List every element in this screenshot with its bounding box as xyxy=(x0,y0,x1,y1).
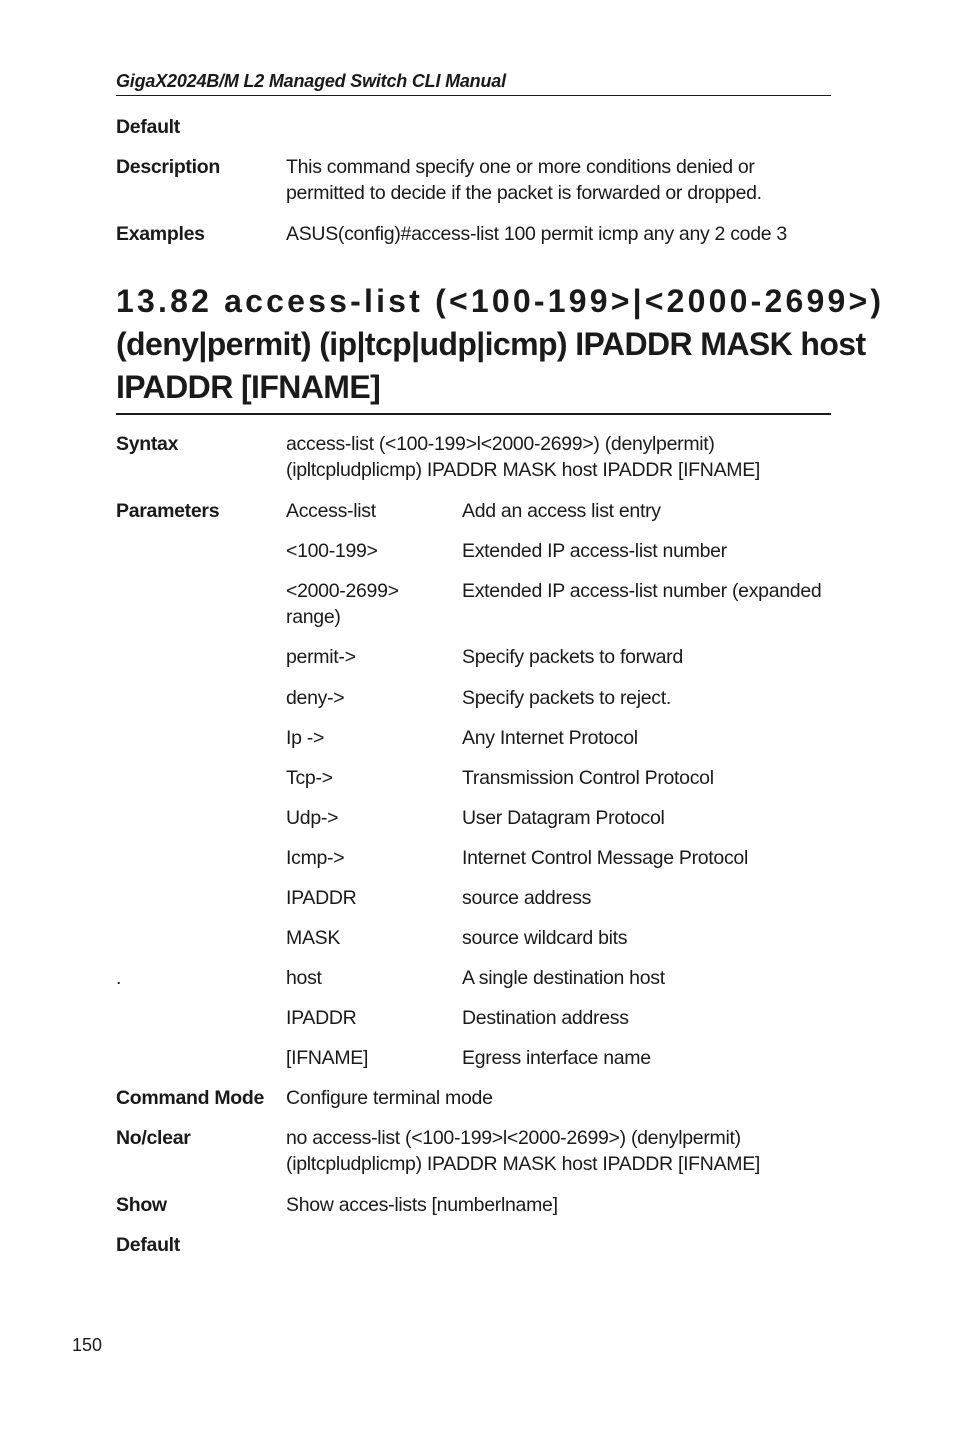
show-value xyxy=(286,1192,831,1218)
examples-value xyxy=(286,221,831,247)
heading-line: (deny|permit) (ip|tcp|udp|icmp) IPADDR MASK host xyxy=(116,326,866,362)
parameter-description: Transmission Control Protocol xyxy=(462,767,714,789)
parameter-name: host xyxy=(286,967,322,989)
parameter-name: Ip -> xyxy=(286,727,325,749)
command-mode-text: Configure terminal mode xyxy=(286,1087,493,1109)
parameter-name: Access-list xyxy=(286,500,376,522)
parameters-label: Parameters xyxy=(116,500,220,522)
stray-period-marker: . xyxy=(116,967,122,989)
heading-line: IPADDR [IFNAME] xyxy=(116,369,381,405)
syntax-line: (ipltcpludplicmp) IPADDR MASK host IPADDR [IFNAME] xyxy=(286,459,761,481)
command-mode-value xyxy=(286,1085,831,1111)
no-clear-line: no access-list (<100-199>l<2000-2699>) (denylpermit) xyxy=(286,1127,741,1149)
parameter-description: A single destination host xyxy=(462,967,665,989)
no-clear-value xyxy=(286,1125,831,1177)
parameter-description: User Datagram Protocol xyxy=(462,807,665,829)
parameter-name: IPADDR xyxy=(286,1007,357,1029)
syntax-line: access-list (<100-199>l<2000-2699>) (denylpermit) xyxy=(286,433,715,455)
parameter-name-continuation: range) xyxy=(286,606,341,628)
parameter-name: Udp-> xyxy=(286,807,339,829)
default-label: Default xyxy=(116,116,180,138)
parameter-description: Any Internet Protocol xyxy=(462,727,638,749)
parameter-description: Specify packets to forward xyxy=(462,646,683,668)
parameter-name: permit-> xyxy=(286,646,356,668)
heading-line: 13.82 access-list (<100-199>|<2000-2699>) xyxy=(116,283,885,319)
parameter-description: Destination address xyxy=(462,1007,629,1029)
parameter-description: Egress interface name xyxy=(462,1047,651,1069)
parameter-name: Tcp-> xyxy=(286,767,333,789)
parameter-name: MASK xyxy=(286,927,341,949)
parameter-description: Specify packets to reject. xyxy=(462,687,671,709)
default-label: Default xyxy=(116,1234,180,1256)
description-label: Description xyxy=(116,156,220,178)
example-command: ASUS(config)#access-list 100 permit icmp any any 2 code 3 xyxy=(286,223,787,245)
section-heading xyxy=(116,280,885,415)
running-header: GigaX2024B/M L2 Managed Switch CLI Manual xyxy=(116,70,831,96)
parameter-name: Icmp-> xyxy=(286,847,345,869)
parameter-description: Extended IP access-list number xyxy=(462,540,727,562)
page-number: 150 xyxy=(72,1335,103,1355)
show-label: Show xyxy=(116,1194,167,1216)
command-mode-label: Command Mode xyxy=(116,1087,265,1109)
parameter-name: <100-199> xyxy=(286,540,378,562)
parameter-description: Internet Control Message Protocol xyxy=(462,847,748,869)
parameter-description: Extended IP access-list number (expanded xyxy=(462,580,822,602)
parameter-description: source address xyxy=(462,887,592,909)
no-clear-label: No/clear xyxy=(116,1127,191,1149)
parameter-name: <2000-2699> xyxy=(286,580,399,602)
no-clear-line: (ipltcpludplicmp) IPADDR MASK host IPADDR [IFNAME] xyxy=(286,1153,761,1175)
parameter-name: [IFNAME] xyxy=(286,1047,369,1069)
description-line: permitted to decide if the packet is forwarded or dropped. xyxy=(286,182,762,204)
parameter-name: IPADDR xyxy=(286,887,357,909)
show-text: Show acces-lists [numberlname] xyxy=(286,1194,558,1216)
examples-label: Examples xyxy=(116,223,205,245)
parameter-name: deny-> xyxy=(286,687,345,709)
parameter-description: source wildcard bits xyxy=(462,927,628,949)
description-value xyxy=(286,154,831,206)
parameter-description: Add an access list entry xyxy=(462,500,661,522)
syntax-value xyxy=(286,431,831,483)
description-line: This command specify one or more conditions denied or xyxy=(286,156,755,178)
syntax-label: Syntax xyxy=(116,433,179,455)
